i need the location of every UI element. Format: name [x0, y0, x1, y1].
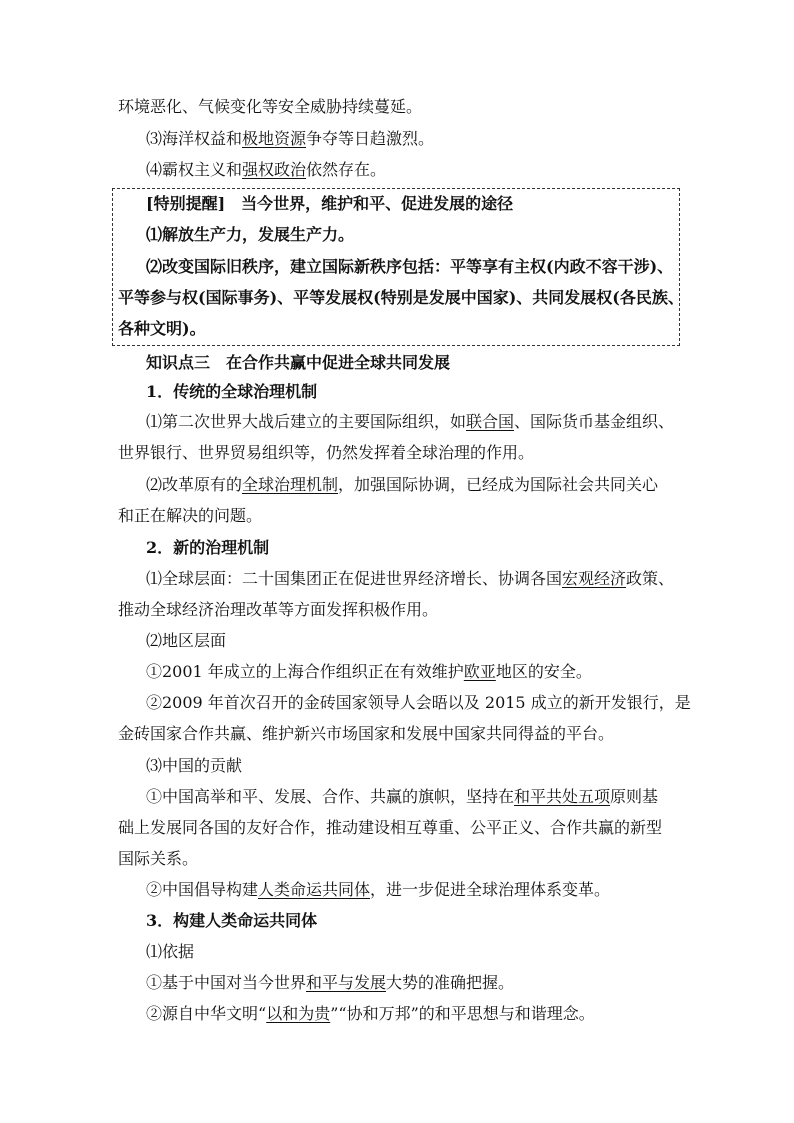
underlined-term: 全球治理机制 — [242, 475, 339, 494]
underlined-term: 和平与发展 — [306, 973, 387, 992]
underlined-term: 极地资源 — [242, 129, 307, 148]
paragraph-line: 国际关系。 — [118, 849, 199, 868]
subheading: 3．构建人类命运共同体 — [146, 911, 318, 930]
reminder-line: ⑵改变国际旧秩序，建立国际新秩序包括：平等享有主权(内政不容干涉)、 — [146, 257, 674, 276]
text: ①基于中国对当今世界 — [146, 973, 307, 992]
text: 环境恶化、气候变化等安全威胁持续蔓延。 — [118, 97, 423, 116]
paragraph-line: 推动全球经济治理改革等方面发挥积极作用。 — [118, 600, 439, 619]
underlined-term: 人类命运共同体 — [258, 880, 371, 899]
underlined-term: 欧亚 — [463, 662, 496, 681]
text: 依然存在。 — [306, 160, 387, 179]
text: ②源自中华文明“ — [146, 1004, 267, 1023]
paragraph-line — [146, 879, 610, 901]
text: ⑵改革原有的 — [146, 475, 243, 494]
text: ⑴全球层面：二十国集团正在促进世界经济增长、协调各国 — [146, 569, 563, 588]
underlined-term: 联合国 — [466, 412, 515, 431]
text: 大势的准确把握。 — [386, 973, 515, 992]
subheading: 1．传统的全球治理机制 — [146, 382, 318, 401]
reminder-line: ⑴解放生产力，发展生产力。 — [146, 225, 355, 244]
paragraph-line — [146, 661, 592, 683]
paragraph-line: ⑴依据 — [146, 942, 195, 961]
text: ①2001 年成立的上海合作组织正在有效维护 — [146, 662, 464, 681]
paragraph-line: ②2009 年首次召开的金砖国家领导人会晤以及 2015 成立的新开发银行，是 — [146, 693, 691, 712]
paragraph-line — [146, 1003, 595, 1025]
paragraph-line — [146, 128, 434, 150]
paragraph-line — [146, 474, 658, 496]
paragraph-line — [146, 786, 658, 808]
underlined-term: 和平共处五项 — [514, 787, 611, 806]
subheading: 2．新的治理机制 — [146, 538, 270, 557]
paragraph-line: ⑵地区层面 — [146, 631, 227, 650]
paragraph-line: 和正在解决的问题。 — [118, 506, 263, 525]
underlined-term: 强权政治 — [242, 160, 307, 179]
text: ⑴第二次世界大战后建立的主要国际组织，如 — [146, 412, 467, 431]
paragraph-line: 金砖国家合作共赢、维护新兴市场国家和发展中国家共同得益的平台。 — [118, 724, 615, 743]
underlined-term: 宏观经济 — [562, 569, 627, 588]
paragraph-line — [146, 411, 674, 433]
paragraph-line — [146, 972, 514, 994]
reminder-line: 各种文明)。 — [118, 319, 206, 338]
text: ，加强国际协调，已经成为国际社会共同关心 — [338, 475, 659, 494]
text: ⑷霸权主义和 — [146, 160, 243, 179]
paragraph-line: 础上发展同各国的友好合作，推动建设相互尊重、公平正义、合作共赢的新型 — [118, 818, 663, 837]
text: ⑶海洋权益和 — [146, 129, 243, 148]
paragraph-line — [146, 568, 674, 590]
text: ，进一步促进全球治理体系变革。 — [370, 880, 611, 899]
underlined-term: 以和为贵 — [266, 1004, 331, 1023]
paragraph-line: ⑶中国的贡献 — [146, 756, 243, 775]
paragraph-line — [118, 96, 422, 118]
reminder-title: [特别提醒] 当今世界，维护和平、促进发展的途径 — [146, 194, 514, 213]
text: ①中国高举和平、发展、合作、共赢的旗帜，坚持在 — [146, 787, 515, 806]
text: 政策、 — [626, 569, 675, 588]
text: 地区的安全。 — [495, 662, 592, 681]
text: 争夺等日趋激烈。 — [306, 129, 435, 148]
text: 原则基 — [610, 787, 659, 806]
section-heading: 知识点三 在合作共赢中促进全球共同发展 — [146, 353, 451, 372]
text: 、国际货币基金组织、 — [514, 412, 675, 431]
paragraph-line: 世界银行、世界贸易组织等，仍然发挥着全球治理的作用。 — [118, 443, 535, 462]
paragraph-line — [146, 159, 386, 181]
text: ”“协和万邦”的和平思想与和谐理念。 — [330, 1004, 595, 1023]
reminder-line: 平等参与权(国际事务)、平等发展权(特别是发展中国家)、共同发展权(各民族、 — [118, 288, 684, 307]
text: ②中国倡导构建 — [146, 880, 259, 899]
